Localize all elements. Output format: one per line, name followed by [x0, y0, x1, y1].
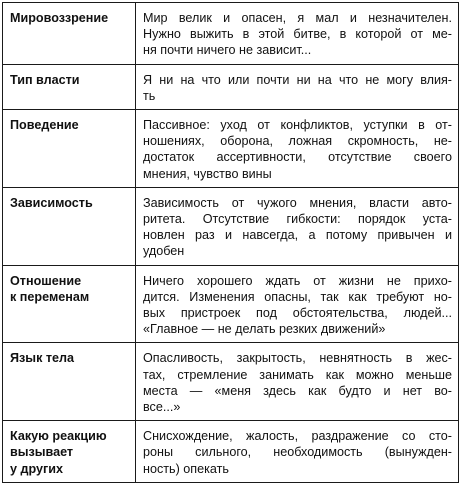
description-line: ть — [143, 88, 156, 103]
description-line: ность) опекать — [143, 461, 229, 476]
description-line: вых пристроек под обстоятельства, людей... — [143, 306, 452, 321]
description-line: Мир велик и опасен, я мал и незначителен. — [143, 11, 452, 25]
description-line: достаток ассертивности, отсутствие своего — [143, 150, 452, 165]
label-line: у других — [10, 461, 64, 476]
row-label-reaction-of-others — [3, 421, 136, 483]
row-description-attitude-to-change — [136, 265, 459, 343]
label-line: Язык тела — [10, 351, 75, 366]
label-line: Тип власти — [10, 72, 80, 87]
label-line: вызывает — [10, 445, 74, 460]
row-description-power-type — [136, 64, 459, 109]
table-row — [3, 110, 459, 188]
row-description-behavior — [136, 110, 459, 188]
row-label-worldview — [3, 3, 136, 65]
label-line: Зависимость — [10, 195, 93, 210]
description-line: роны сильного, необходимость (вынужден- — [143, 445, 452, 460]
label-line: Мировоззрение — [10, 11, 109, 25]
characteristics-table — [2, 2, 459, 483]
table-row — [3, 187, 459, 265]
description-line: мнения, чувство вины — [143, 166, 272, 181]
description-line: удобен — [143, 244, 185, 259]
description-line: Пассивное: уход от конфликтов, уступки в от- — [143, 118, 452, 133]
row-description-dependence — [136, 187, 459, 265]
table-row — [3, 265, 459, 343]
row-label-dependence — [3, 187, 136, 265]
description-line: тах, стремление занимать как можно меньше — [143, 367, 452, 382]
table-row — [3, 64, 459, 109]
table-row — [3, 3, 459, 65]
description-line: ня почти ничего не зависит... — [143, 43, 312, 58]
description-line: Зависимость от чужого мнения, власти авто- — [143, 195, 452, 210]
label-line: Отношение — [10, 273, 82, 288]
label-line: Поведение — [10, 118, 79, 133]
table-row — [3, 421, 459, 483]
row-description-body-language — [136, 343, 459, 421]
description-line: «Главное — не делать резких движений» — [143, 322, 386, 337]
row-description-reaction-of-others — [136, 421, 459, 483]
row-label-behavior — [3, 110, 136, 188]
row-label-attitude-to-change — [3, 265, 136, 343]
row-label-body-language — [3, 343, 136, 421]
description-line: Я ни на что или почти ни на что не могу влия- — [143, 72, 452, 87]
description-line: все...» — [143, 400, 181, 415]
description-line: дится. Изменения опасны, так как требуют но- — [143, 289, 452, 304]
row-label-power-type — [3, 64, 136, 109]
description-line: Опасливость, закрытость, невнятность в жес- — [143, 351, 452, 366]
row-description-worldview — [136, 3, 459, 65]
description-line: Снисхождение, жалость, раздражение со сто- — [143, 429, 452, 444]
description-line: ритета. Отсутствие гибкости: порядок уста- — [143, 212, 452, 227]
table-row — [3, 343, 459, 421]
label-line: Какую реакцию — [10, 429, 107, 444]
description-line: ношениях, оборона, ложная скромность, не- — [143, 134, 452, 149]
description-line: Нужно выжить в этой битве, в которой от ме- — [143, 27, 452, 42]
description-line: места — «меня здесь как будто и нет во- — [143, 383, 452, 398]
label-line: к переменам — [10, 289, 90, 304]
description-line: новлен раз и навсегда, а потому привычен и — [143, 228, 452, 243]
description-line: Ничего хорошего ждать от жизни не прихо- — [143, 273, 452, 288]
